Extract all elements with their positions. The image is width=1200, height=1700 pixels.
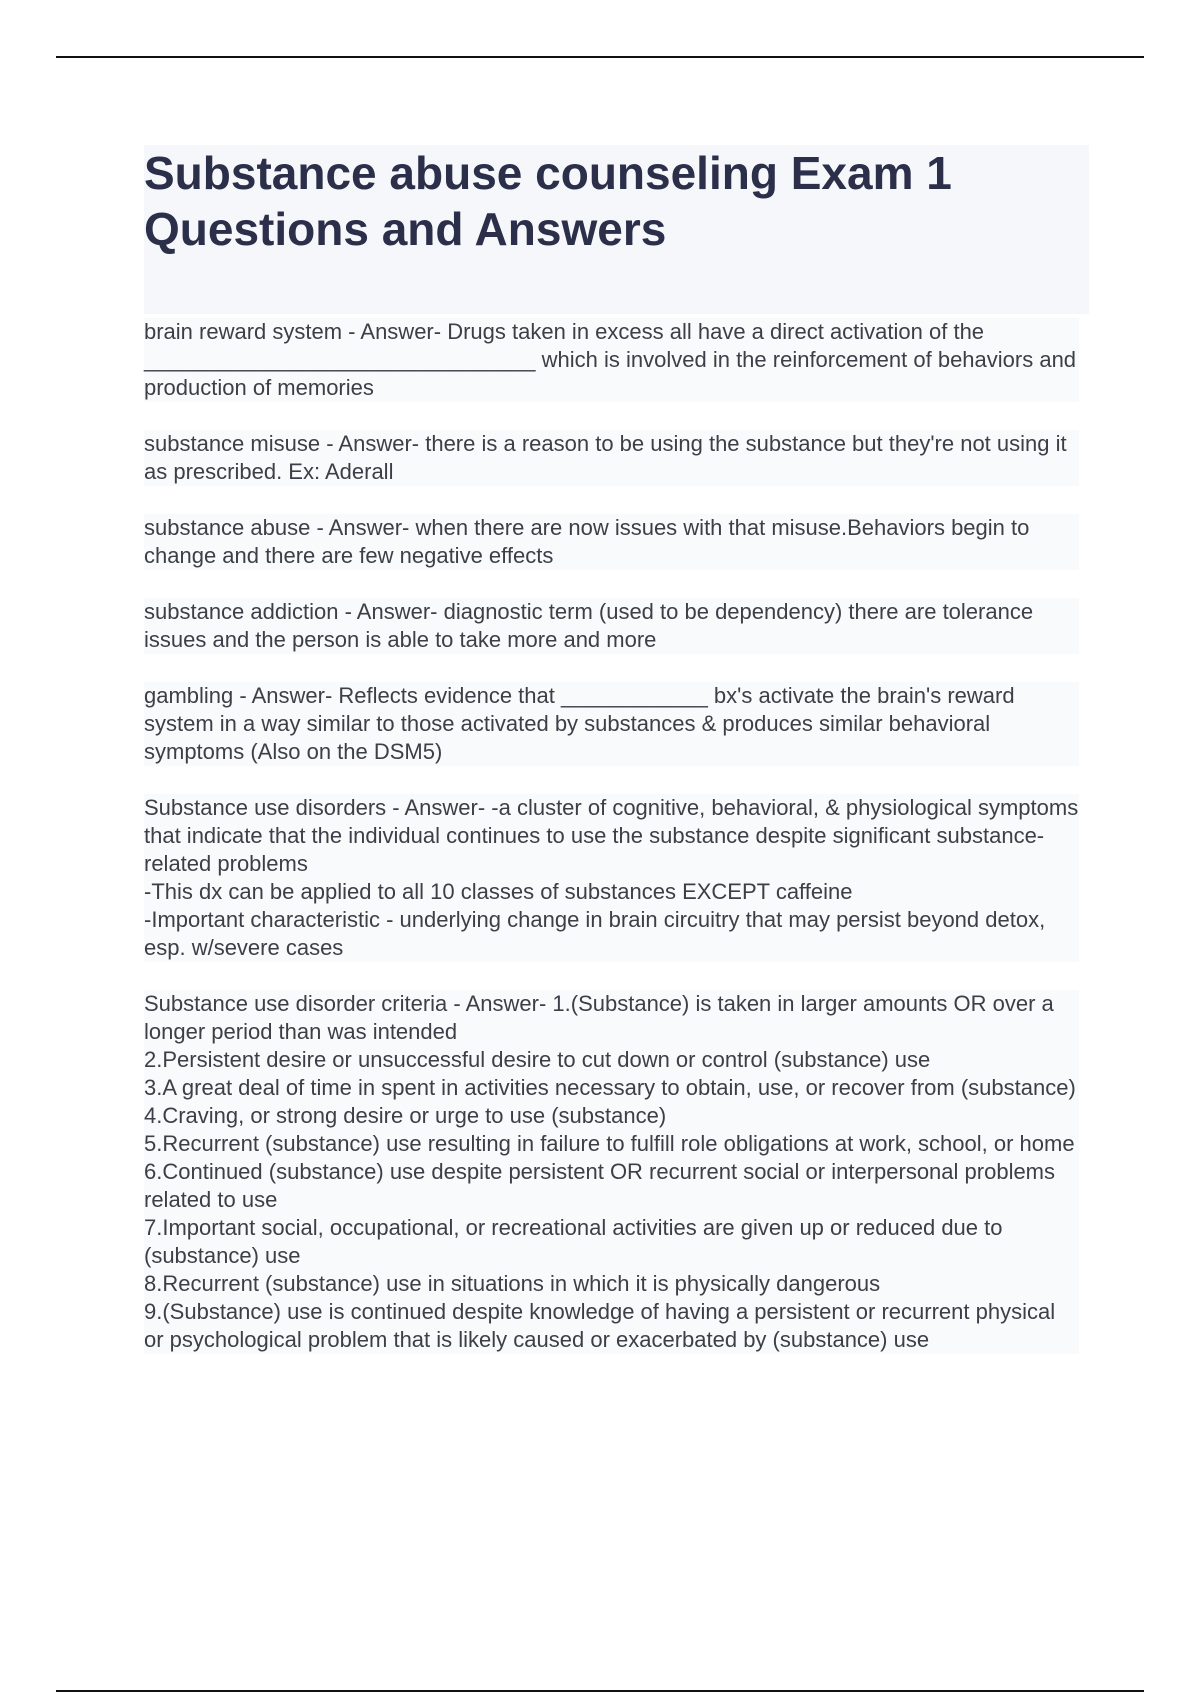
qa-entry-disorder-criteria: Substance use disorder criteria - Answer- 1.(Substance) is taken in larger amounts OR over a longer period than was intended 2.Persistent desire or unsuccessful desire to cut down or control (substance) use 3.A great deal of time in spent in activities necessary to obtain, use, or recover from (substance) 4.Craving, or strong desire or urge to use (substance) 5.Recurrent (substance) use resulting in failure to fulfill role obligations at work, school, or home 6.Continued (substance) use despite persistent OR recurrent social or interpersonal problems related to use 7.Important social, occupational, or recreational activities are given up or reduced due to (substance) use 8.Recurrent (substance) use in situations in which it is physically dangerous 9.(Substance) use is continued despite knowledge of having a persistent or recurrent physical or psychological problem that is likely caused or exacerbated by (substance) use: [144, 990, 1079, 1354]
qa-entry-gambling: gambling - Answer- Reflects evidence that ____________ bx's activate the brain's reward system in a way similar to those activated by substances & produces similar behavioral symptoms (Also on the DSM5): [144, 682, 1079, 766]
title-block: [144, 145, 1089, 314]
qa-list: [144, 318, 1089, 1354]
qa-entry-substance-use-disorders: Substance use disorders - Answer- -a cluster of cognitive, behavioral, & physiological symptoms that indicate that the individual continues to use the substance despite significant substance-related problems -This dx can be applied to all 10 classes of substances EXCEPT caffeine -Important characteristic - underlying change in brain circuitry that may persist beyond detox, esp. w/severe cases: [144, 795, 1079, 960]
document-body: [144, 145, 1089, 1382]
qa-entry-substance-misuse: substance misuse - Answer- there is a reason to be using the substance but they're not using it as prescribed. Ex: Aderall: [144, 430, 1079, 486]
qa-entry-substance-addiction: substance addiction - Answer- diagnostic term (used to be dependency) there are tolerance issues and the person is able to take more and more: [144, 598, 1079, 654]
qa-entry-brain-reward-system: brain reward system - Answer- Drugs taken in excess all have a direct activation of the ________________________________ which is involved in the reinforcement of behaviors and production of memories: [144, 318, 1079, 402]
bottom-rule: [56, 1690, 1144, 1692]
qa-entry-substance-abuse: substance abuse - Answer- when there are now issues with that misuse.Behaviors begin to change and there are few negative effects: [144, 514, 1079, 570]
top-rule: [56, 56, 1144, 58]
document-title: Substance abuse counseling Exam 1 Questions and Answers: [144, 147, 952, 255]
